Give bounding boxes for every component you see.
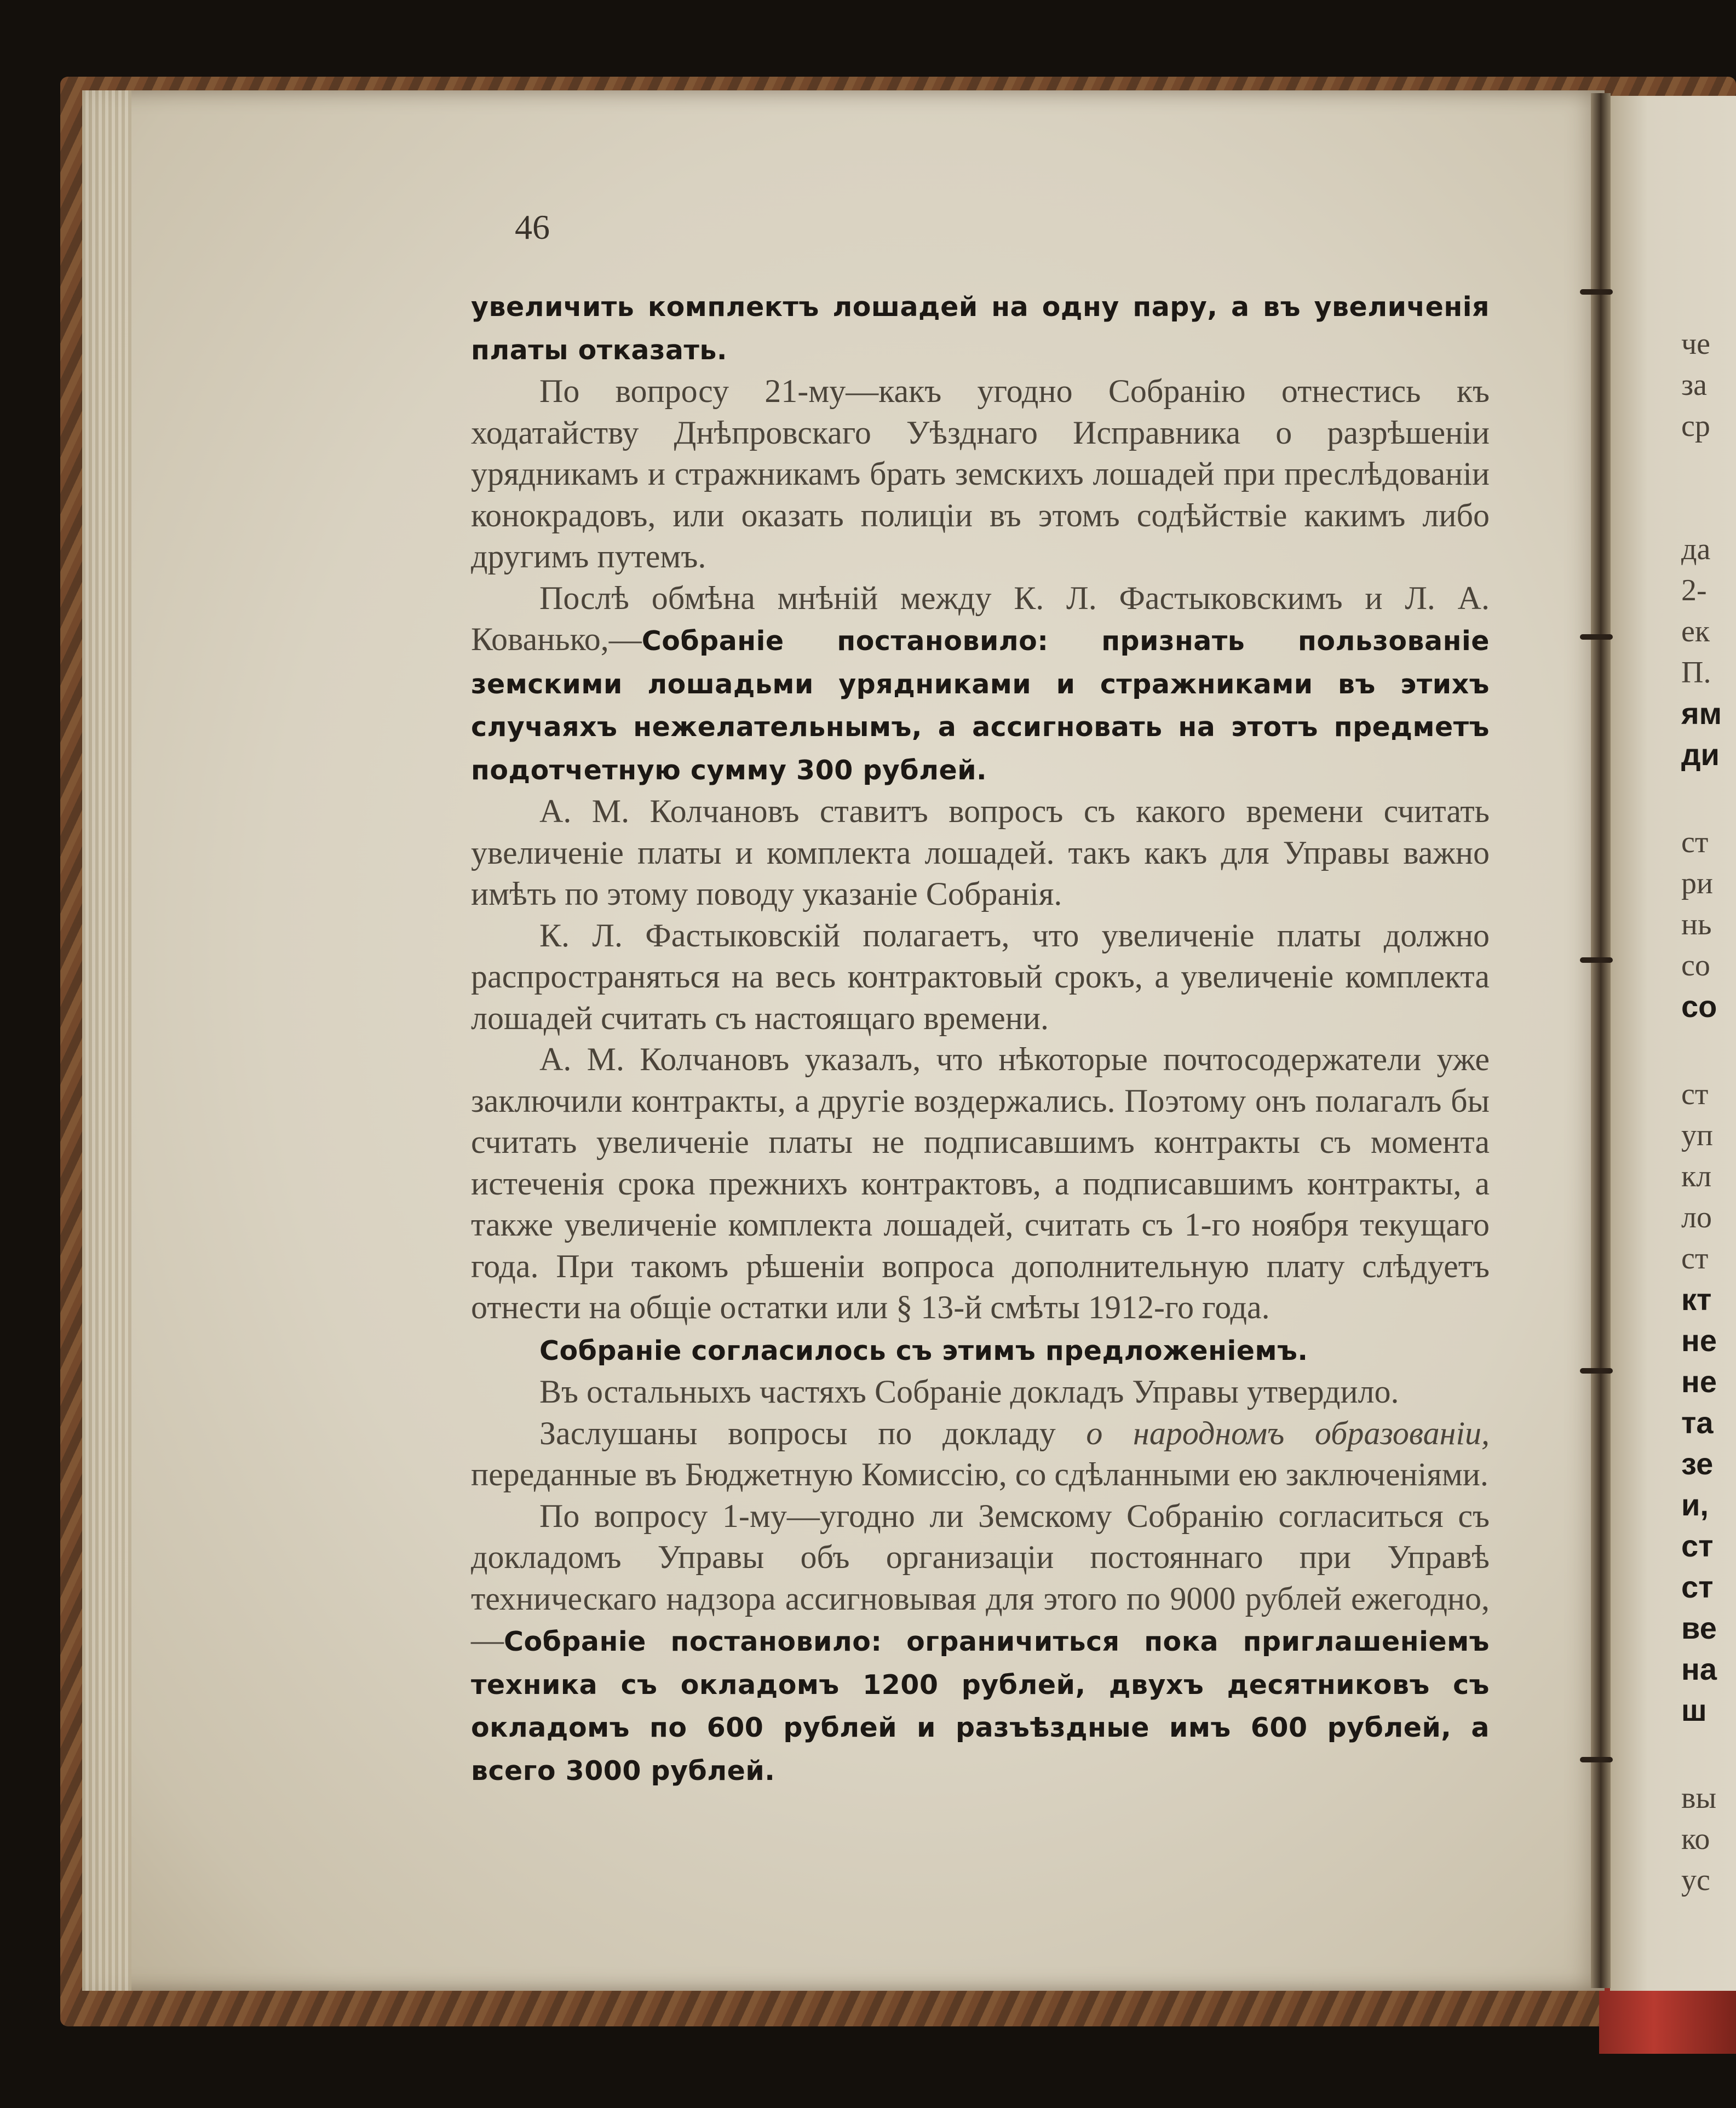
binding-stitch xyxy=(1580,1757,1613,1762)
bold-resolution-text: Собраніе постановило: признать пользованіе земскими лошадьми урядниками и стражниками въ этихъ случаяхъ нежелательнымъ, а ассигновать на этотъ предметъ подотчетную сумму 300 рублей. xyxy=(471,625,1490,786)
body-text: переданные въ Бюджетную Комиссію, со сдѣланными ею заключеніями. xyxy=(471,1456,1488,1492)
body-text: К. Л. Фастыковскій полагаетъ, что увеличеніе платы должно распространяться на весь контрактовый срокъ, а увеличеніе комплекта лошадей считать съ настоящаго времени. xyxy=(471,917,1490,1036)
right-page-fragment: та xyxy=(1681,1405,1714,1440)
paragraph xyxy=(471,1039,1490,1329)
right-page-fragment: со xyxy=(1681,949,1710,983)
right-page-fragment: ус xyxy=(1681,1863,1710,1897)
body-text: По вопросу 1-му—угодно ли Земскому Собранію согласиться съ докладомъ Управы объ организаціи постояннаго при Управѣ техническаго надзора ассигновывая для этого по 9000 рублей ежегодно,— xyxy=(471,1497,1490,1658)
right-page-fragment: ш xyxy=(1681,1693,1707,1727)
right-page xyxy=(1610,96,1736,1991)
page-number: 46 xyxy=(515,208,550,246)
right-page-fragment: со xyxy=(1681,989,1717,1024)
right-page-fragment: да xyxy=(1681,532,1711,566)
paragraph xyxy=(471,578,1490,791)
paragraph xyxy=(471,371,1490,578)
right-page-fragment: ек xyxy=(1681,614,1710,648)
right-page-fragment: вы xyxy=(1681,1781,1717,1815)
body-text: Въ остальныхъ частяхъ Собраніе докладъ Управы утвердило. xyxy=(539,1374,1399,1410)
right-page-fragment: кт xyxy=(1681,1282,1712,1317)
binding-stitch xyxy=(1580,957,1613,963)
right-page-fragment: ст xyxy=(1681,1242,1709,1276)
paragraph xyxy=(471,1413,1490,1496)
right-page-fragment: ве xyxy=(1681,1611,1717,1645)
body-text: Послѣ обмѣна мнѣній между К. Л. Фастыковскимъ и Л. А. Кованько,— xyxy=(471,579,1490,657)
right-page-fragment: ср xyxy=(1681,409,1710,443)
right-page-fragment: кл xyxy=(1681,1159,1712,1193)
right-page-fragment: ло xyxy=(1681,1201,1712,1234)
bold-resolution-text: Собраніе постановило: ограничиться пока приглашеніемъ техника съ окладомъ 1200 рублей, двухъ десятниковъ съ окладомъ по 600 рублей и разъѣздные имъ 600 рублей, а всего 3000 рублей. xyxy=(471,1626,1490,1787)
bold-resolution-text: Собраніе согласилось съ этимъ предложеніемъ. xyxy=(539,1335,1308,1366)
body-text: Заслушаны вопросы по докладу xyxy=(539,1415,1087,1451)
page-body-text xyxy=(471,285,1490,1791)
right-page-fragment: ст xyxy=(1681,825,1709,859)
right-page-fragment: ст xyxy=(1681,1529,1714,1563)
right-page-fragment: не xyxy=(1681,1364,1717,1399)
binding-stitch xyxy=(1580,1368,1613,1374)
right-page-fragment: ри xyxy=(1681,866,1713,900)
paragraph xyxy=(471,1371,1490,1413)
right-page-fragment: ди xyxy=(1681,737,1720,772)
binding-stitch xyxy=(1580,634,1613,640)
paragraph xyxy=(471,1329,1490,1372)
right-page-fragment: и, xyxy=(1681,1487,1709,1522)
right-page-fragment: зе xyxy=(1681,1446,1714,1481)
right-page-fragment: 2- xyxy=(1681,573,1707,607)
right-page-fragment: ст xyxy=(1681,1077,1709,1111)
binding-stitch xyxy=(1580,289,1613,295)
right-page-fragment: ст xyxy=(1681,1570,1714,1604)
paragraph xyxy=(471,285,1490,371)
right-page-fragment: че xyxy=(1681,327,1711,361)
right-page-fragment: П. xyxy=(1681,656,1711,690)
right-page-fragment: на xyxy=(1681,1652,1717,1686)
right-page-fragment: уп xyxy=(1681,1118,1713,1152)
italic-text: о народномъ образованіи, xyxy=(1086,1415,1490,1451)
right-page-fragment: нь xyxy=(1681,907,1712,941)
body-text: По вопросу 21-му—какъ угодно Собранію отнестись къ ходатайству Днѣпровскаго Уѣзднаго Исправника о разрѣшеніи урядникамъ и стражникамъ брать земскихъ лошадей при преслѣдованіи конокрадовъ, или оказать полиціи въ этомъ содѣйствіе какимъ либо другимъ путемъ. xyxy=(471,373,1490,575)
paragraph xyxy=(471,1496,1490,1792)
body-text: А. М. Колчановъ указалъ, что нѣкоторые почтосодержатели уже заключили контракты, а другіе воздержались. Поэтому онъ полагалъ бы считать увеличеніе платы не подписавшимъ контракты съ момента истеченія срока прежнихъ контрактовъ, а подписавшимъ контракты, а также увеличеніе комплекта лошадей, считать съ 1-го ноября текущаго года. При такомъ рѣшеніи вопроса дополнительную плату слѣдуетъ отнести на общіе остатки или § 13-й смѣты 1912-го года. xyxy=(471,1041,1490,1325)
right-page-fragment: ко xyxy=(1681,1822,1710,1856)
right-page-fragment: за xyxy=(1681,368,1707,402)
book-gutter xyxy=(1591,93,1611,1988)
right-page-fragment: ям xyxy=(1681,696,1722,731)
body-text: А. М. Колчановъ ставитъ вопросъ съ какого времени считать увеличеніе платы и комплекта лошадей. такъ какъ для Управы важно имѣть по этому поводу указаніе Собранія. xyxy=(471,793,1490,912)
paragraph xyxy=(471,915,1490,1039)
paragraph xyxy=(471,791,1490,915)
bold-resolution-text: увеличить комплектъ лошадей на одну пару, а въ увеличенія платы отказать. xyxy=(471,291,1490,366)
right-page-fragment: не xyxy=(1681,1323,1717,1358)
